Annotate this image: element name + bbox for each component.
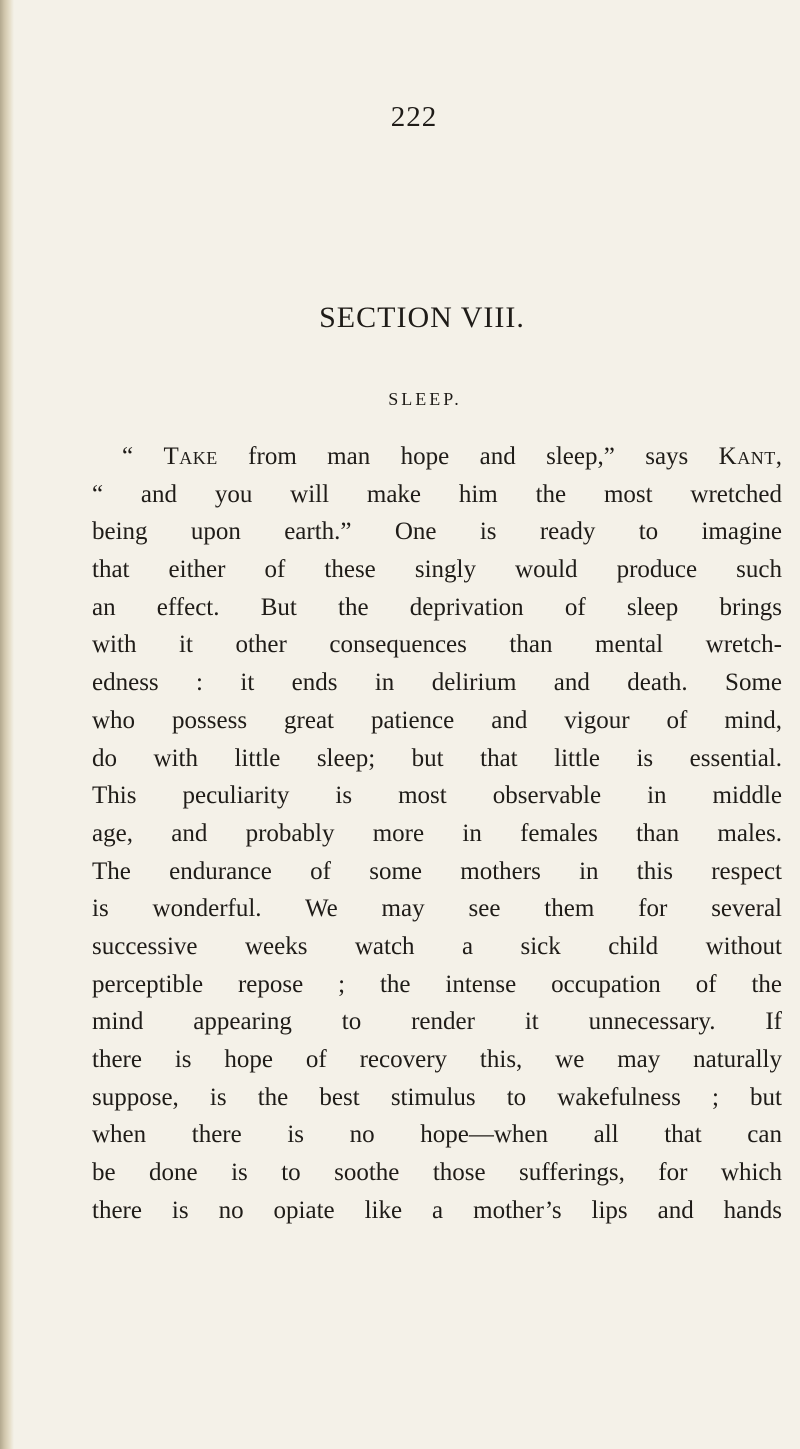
text-line: be done is to soothe those sufferings, for which bbox=[92, 1159, 782, 1187]
text-line: is wonderful. We may see them for several bbox=[92, 895, 782, 923]
text-line: age, and probably more in females than males. bbox=[92, 819, 782, 847]
text-line: there is hope of recovery this, we may naturally bbox=[92, 1046, 782, 1073]
text-line: “ and you will make him the most wretched bbox=[92, 480, 782, 508]
text-line: being upon earth.” One is ready to imagine bbox=[92, 518, 782, 546]
opening-line-text: from man hope and sleep,” says bbox=[217, 443, 719, 470]
text-line: successive weeks watch a sick child without bbox=[92, 932, 782, 960]
book-spine-edge bbox=[0, 0, 14, 1449]
text-line: there is no opiate like a mother’s lips and hands bbox=[92, 1196, 782, 1224]
text-line: This peculiarity is most observable in middle bbox=[92, 782, 782, 810]
text-line: that either of these singly would produce such bbox=[92, 556, 782, 584]
section-heading: SECTION VIII. bbox=[319, 301, 525, 334]
text-line: do with little sleep; but that little is essential. bbox=[92, 744, 782, 772]
opening-quote: “ bbox=[122, 443, 164, 470]
text-line bbox=[92, 438, 782, 476]
section-title: SLEEP. bbox=[388, 389, 462, 409]
text-line: suppose, is the best stimulus to wakefulness ; but bbox=[92, 1083, 782, 1111]
text-line: who possess great patience and vigour of mind, bbox=[92, 706, 782, 734]
text-line: an effect. But the deprivation of sleep brings bbox=[92, 593, 782, 621]
text-line: when there is no hope—when all that can bbox=[92, 1121, 782, 1149]
author-name: Kant bbox=[718, 443, 776, 470]
text-line: edness : it ends in delirium and death. Some bbox=[92, 669, 782, 697]
text-line: The endurance of some mothers in this respect bbox=[92, 857, 782, 885]
page-number: 222 bbox=[390, 101, 438, 133]
text-line: perceptible repose ; the intense occupation of the bbox=[92, 970, 782, 998]
body-text bbox=[92, 438, 782, 1229]
opening-word: Take bbox=[163, 443, 218, 470]
opening-line-end: , bbox=[775, 443, 782, 470]
text-line: with it other consequences than mental wretch- bbox=[92, 631, 782, 659]
text-line: mind appearing to render it unnecessary. If bbox=[92, 1008, 782, 1036]
